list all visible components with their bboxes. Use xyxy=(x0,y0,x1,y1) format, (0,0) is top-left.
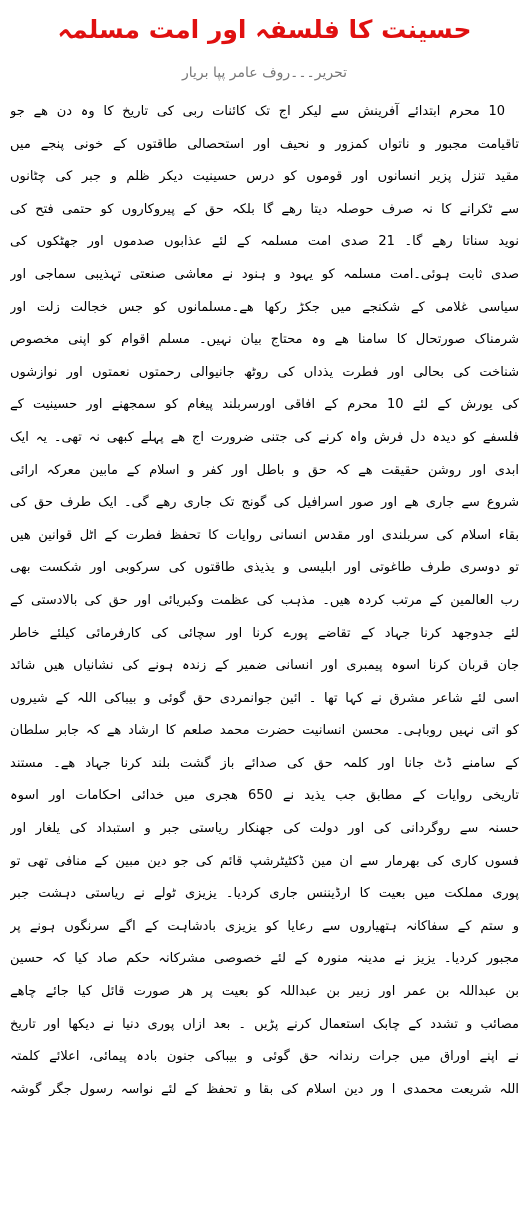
article-body-line: مصائب و تشدد کے چابک استعمال کرنے پڑیں ۔ بعد ازاں پوری دنیا نے دیکھا اور تاریخ xyxy=(10,1016,519,1032)
article-body-line: سے ٹکرانے کا نہ صرف حوصلہ دیتا رھے گا بلکہ حق کے پیروکاروں کو حتمی فتح کی xyxy=(10,201,519,217)
article-body-line: کی یورش کے لئے 10 محرم کے افاقی اورسربلند پیغام کو سمجھنے اور حسینیت کے xyxy=(10,397,519,413)
article-body-line: کے سامنے ڈٹ جانا اور کلمہ حق کی صدائے باز گشت بلند کرنا جہاد ھے۔ مستند xyxy=(10,755,519,771)
article-body-line: نے اپنے اوراق میں جرات رندانہ حق گوئی و بیباکی جنون بادہ پیمائی، اعلائے کلمتہ xyxy=(10,1049,519,1065)
article-body-line: 10 محرم ابتدائے آفرینش سے لیکر اج تک کائنات ربی کی تاریخ کا وہ دن ھے جو xyxy=(10,104,505,119)
article-byline: تحریر۔۔۔روف عامر پپا بریار xyxy=(181,65,348,81)
article-body-line: جان قربان کرنا اسوہ پیمبری اور انسانی ضمیر کے زندہ ہونے کی نشانیاں ھیں شائد xyxy=(10,658,519,674)
article-body-line: مجبور کردیا۔ یزیز نے مدینہ منورہ کے لئے خصوصی مشرکانہ حکم صاد کیا کہ حسین xyxy=(10,951,519,967)
article-body-line: شرمناک صورتحال کا سامنا ھے وہ محتاج بیان نہیں۔ مسلم اقوام کو اپنی مخصوص xyxy=(10,332,519,348)
article-body-line: اللہ شریعت محمدی ا ور دین اسلام کی بقا و تحفظ کے لئے نواسہ رسول جگر گوشہ xyxy=(10,1081,519,1097)
article-body-line: شروع سے جاری ھے اور صور اسرافیل کی گونج تک جاری رھے گی۔ ایک طرف حق کی xyxy=(10,495,519,511)
article-body-line: فسوں کاری کی بھرمار سے ان مین ڈکٹیٹرشپ قائم کی جو دین مبین کے منافی تھی تو xyxy=(10,853,519,869)
article-body-line: نوید سناتا رھے گا۔ 21 صدی امت مسلمہ کے لئے عذابوں صدموں اور جھٹکوں کی xyxy=(10,234,519,250)
article-body-line: پوری مملکت میں بعیت کا ارڈیننس جاری کردیا۔ یزیزی ٹولے نے ریاستی دہشت جبر xyxy=(10,886,519,902)
article-body-line: اسی لئے شاعر مشرق نے کہا تھا ۔ ائین جوانمردی حق گوئی و بیباکی اللہ کے شیروں xyxy=(10,690,519,706)
article-body-line: صدی ثابت ہوئی۔امت مسلمہ کو یہود و ہنود نے معاشی صنعتی تہذیبی سماجی اور xyxy=(10,266,519,282)
article-body-line: ابدی اور روشن حقیقت ھے کہ حق و باطل اور کفر و اسلام کے مابین معرکہ ارائی xyxy=(10,462,519,478)
article-body-line: و ستم کے سفاکانہ ہتھیاروں سے رعایا کو یزیزی بادشاہت کے اگے سرنگوں ہونے پر xyxy=(10,918,519,934)
article-body-line: مقید تنزل پزیر انسانوں اور قوموں کو درس حسینیت دیکر ظلم و جبر کی چٹانوں xyxy=(10,169,519,185)
article-body-line: شناخت کی بحالی اور فطرت یذداں کی روٹھ جانیوالی رحمتوں نعمتوں اور نوازشوں xyxy=(10,364,519,380)
article-body-line: لئے جدوجھد کرنا جہاد کے تقاضے پورے کرنا اور سچائی کی کارفرمائی کیلئے خاطر xyxy=(10,625,519,641)
article-body xyxy=(10,96,519,1106)
article-body-line: بقاء اسلام کی سربلندی اور مقدس انسانی روایات کا تحفظ فطرت کے اٹل قوانین ھیں xyxy=(10,527,519,543)
article-body-line: سیاسی غلامی کے شکنجے میں جکڑ رکھا ھے۔مسلمانوں کو جس خجالت زلت اور xyxy=(10,299,519,315)
article-body-line: تو دوسری طرف طاغوتی اور ابلیسی و یذیذی طاقتوں کی سرکوبی اور شکست بھی xyxy=(10,560,519,576)
article-title: حسینت کا فلسفہ اور امت مسلمہ xyxy=(57,15,472,44)
article-body-line: کو اتی نہیں روباہی۔ محسن انسانیت حضرت محمد صلعم کا ارشاد ھے کہ جابر سلطان xyxy=(10,723,519,739)
article-body-line: بن عبداللہ بن عمر اور زبیر بن عبداللہ کو بعیت پر ھر صورت قائل کیا جائے چاھے xyxy=(10,984,519,1000)
article-body-line: فلسفے کو دیدہ دل فرش واہ کرنے کی جتنی ضرورت اج ھے پہلے کبھی نہ تھی۔ یہ ایک xyxy=(10,429,519,445)
article-body-line: تاقیامت مجبور و ناتواں کمزور و نحیف اور استحصالی طاقتوں کے خونی پنجے میں xyxy=(10,136,519,152)
article-body-line: رب العالمین کے مرتب کردہ ھیں۔ مذہب کی عظمت وکبریائی اور حق کی بالادستی کے xyxy=(10,592,519,608)
article-body-line: حسنہ سے روگردانی کی اور دولت کی جھنکار ریاستی جبر و استبداد کی یلغار اور xyxy=(10,821,519,837)
article-body-line: تاریخی روایات کے مطابق جب یذید نے 650 ھجری میں خدائی احکامات اور اسوہ xyxy=(10,788,519,804)
